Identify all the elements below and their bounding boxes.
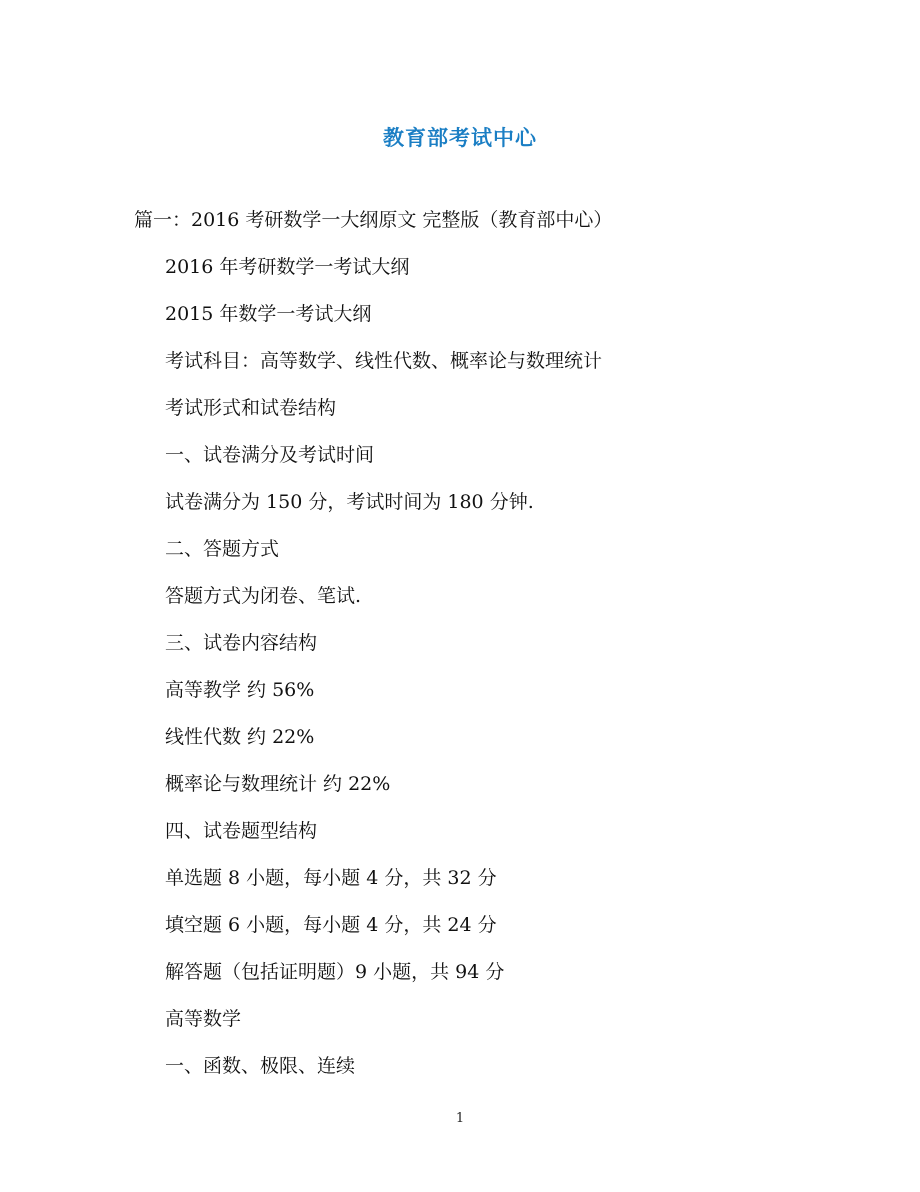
body-line: 2015 年数学一考试大纲 xyxy=(165,303,372,325)
body-line: 高等教学 约 56% xyxy=(165,679,315,701)
body-line: 二、答题方式 xyxy=(165,538,280,560)
body-line: 一、函数、极限、连续 xyxy=(165,1055,356,1077)
body-line: 答题方式为闭卷、笔试. xyxy=(165,585,362,607)
body-line: 考试形式和试卷结构 xyxy=(165,397,337,419)
body-line: 填空题 6 小题，每小题 4 分，共 24 分 xyxy=(165,914,497,936)
page-number: 1 xyxy=(455,1111,465,1126)
body-line: 解答题（包括证明题）9 小题，共 94 分 xyxy=(165,961,505,983)
body-line: 线性代数 约 22% xyxy=(165,726,315,748)
body-line: 单选题 8 小题，每小题 4 分，共 32 分 xyxy=(165,867,497,889)
section-heading: 篇一：2016 考研数学一大纲原文 完整版（教育部中心） xyxy=(134,209,613,231)
body-line: 考试科目：高等数学、线性代数、概率论与数理统计 xyxy=(165,350,603,372)
body-line: 试卷满分为 150 分，考试时间为 180 分钟. xyxy=(165,491,534,513)
body-line: 一、试卷满分及考试时间 xyxy=(165,444,375,466)
document-title: 教育部考试中心 xyxy=(383,126,537,150)
body-line: 四、试卷题型结构 xyxy=(165,820,318,842)
body-line: 概率论与数理统计 约 22% xyxy=(165,773,391,795)
body-line: 三、试卷内容结构 xyxy=(165,632,318,654)
body-line: 高等数学 xyxy=(165,1008,242,1030)
body-line: 2016 年考研数学一考试大纲 xyxy=(165,256,410,278)
document-body xyxy=(165,251,602,1097)
